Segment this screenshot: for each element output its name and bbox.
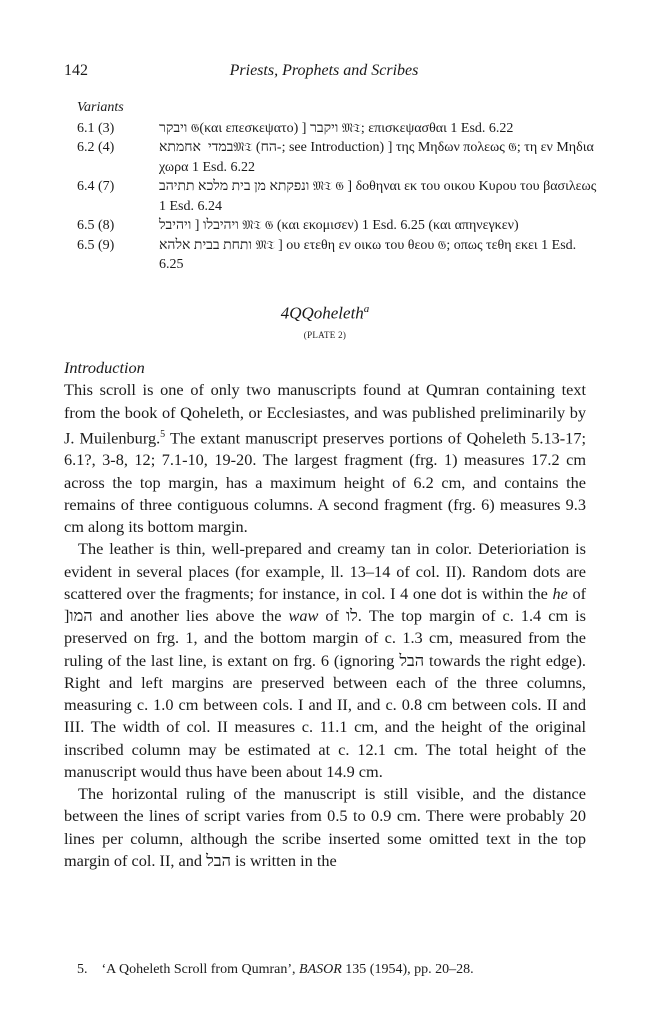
variant-row [77, 177, 597, 216]
siglum-mt: 𝔐𝔗 [341, 120, 361, 135]
variant-text: ונפקתא מן בית מלכא תתיהב 𝔐𝔗 𝔊 ] δοθηναι εκ του οικου Κυρου του βασιλεως 1 Esd. 6.24 [159, 179, 597, 214]
siglum-mt: 𝔐𝔗 [242, 218, 262, 232]
siglum-g: 𝔊 [437, 237, 447, 252]
variant-row [77, 138, 597, 177]
footnote-marker: 5 [160, 428, 166, 440]
page-header [64, 62, 584, 86]
variants-heading: Variants [77, 100, 124, 115]
variant-row [77, 119, 597, 139]
variant-row [77, 236, 597, 275]
siglum-g: 𝔊 [190, 120, 200, 135]
variants-apparatus [77, 98, 597, 275]
paragraph: The leather is thin, well-prepared and creamy tan in color. Deterioriation is evident in several places (for example, ll. 13–14 of col. II). Random dots are scattered over the fragments; for instance, in col. I 4 one dot is within the he of המו[ and another lies above the waw of לו. The top margin of c. 1.4 cm is preserved on frg. 1, and the bottom margin of c. 1.3 cm, measured from the ruling of the last line, is extant on frg. 6 (ignoring הבל towards the right edge). Right and left margins are preserved between each of the three columns, measuring c. 1.0 cm between cols. I and II, and c. 0.8 cm between cols. II and III. The width of col. II measures c. 11.1 cm, and the height of the original inscribed column may be estimated at c. 12.1 cm. The total height of the manuscript would thus have been about 14.9 cm. [64, 539, 587, 781]
variant-text: ויבקר 𝔊(και επεσκεψατο) ] ויקבר 𝔐𝔗; επισκεψασθαι 1 Esd. 6.22 [159, 120, 514, 136]
introduction-heading: Introduction [64, 358, 145, 377]
variant-reference: 6.2 (4) [77, 140, 115, 155]
variant-reference: 6.5 (8) [77, 218, 115, 233]
variant-row [77, 216, 597, 236]
siglum-g: 𝔊 [508, 140, 517, 154]
variant-reference: 6.1 (3) [77, 120, 115, 136]
body-text [64, 357, 586, 872]
siglum-mt: 𝔐𝔗 [233, 140, 253, 154]
siglum-mt: 𝔐𝔗 [312, 179, 332, 193]
plate-reference: (PLATE 2) [303, 330, 347, 340]
variant-text: אחמתא במדי 𝔐𝔗 (הח-; see Introduction) ] της Μηδων πολεως 𝔊; τη εν Μηδια χωρα 1 Esd. 6.22 [159, 140, 594, 175]
section-title: 4QQoheleth$^a$ [280, 303, 370, 323]
variant-reference: 6.4 (7) [77, 179, 115, 194]
siglum-mt: 𝔐𝔗 [255, 237, 275, 252]
page-number: 142 [64, 62, 88, 79]
variant-reference: 6.5 (9) [77, 237, 115, 253]
siglum-g: 𝔊 [335, 179, 344, 193]
footnote: 5. ‘A Qoheleth Scroll from Qumran’, BASOR 135 (1954), pp. 20–28. [77, 962, 474, 977]
variant-text: ותחת בבית אלהא 𝔐𝔗 ] ου ετεθη εν οικω του θεου 𝔊; οπως τεθη εκει 1 Esd. 6.25 [159, 237, 577, 272]
siglum-g: 𝔊 [264, 218, 274, 232]
variant-text: ויהיבל ] ויהיבלו 𝔐𝔗 𝔊 (και εκομισεν) 1 Esd. 6.25 (και απηνεγκεν) [159, 218, 519, 233]
running-title: Priests, Prophets and Scribes [229, 62, 419, 79]
paragraph: This scroll is one of only two manuscripts found at Qumran containing text from the book of Qoheleth, or Ecclesiastes, and was published preliminarily by J. Muilenburg.$^5$ The extant manuscript preserves portions of Qoheleth 5.13-17; 6.1?, 3-8, 12; 7.1-10, 19-20. The largest fragment (frg. 1) measures 17.2 cm across the top margin, has a maximum height of 6.2 cm, and contains the remains of three contiguous columns. A second fragment (frg. 6) measures 9.3 cm along its bottom margin. [64, 380, 586, 537]
paragraph: The horizontal ruling of the manuscript is still visible, and the distance between the lines of script varies from 0.5 to 0.9 cm. There were probably 20 lines per column, although the scribe inserted some omitted text in the top margin of col. II, and הבל is written in the [64, 784, 586, 870]
